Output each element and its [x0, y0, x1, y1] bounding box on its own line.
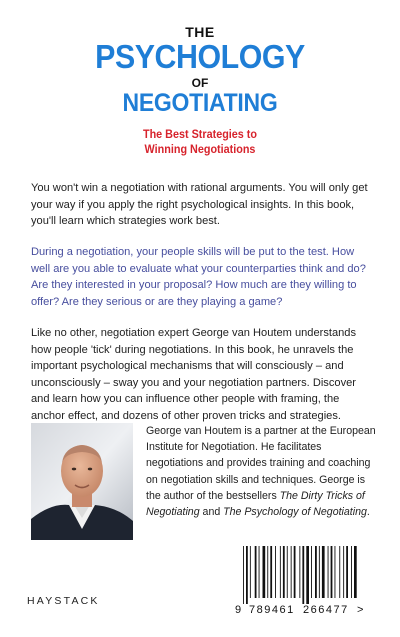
author-bio: [146, 423, 376, 520]
barcode-bar: [311, 546, 312, 598]
barcode-bar: [322, 546, 325, 598]
subtitle-line-2: Winning Negotiations: [144, 142, 256, 156]
bio-text: George van Houtem is a partner at the European Institute for Negotiation. He facilitates negotiations and provides training and coaching on negotiation skills and techniques. George is the author of the bestsellers: [146, 425, 376, 502]
barcode-bar: [315, 546, 317, 598]
subtitle: [20, 127, 380, 157]
barcode-bar: [250, 546, 251, 598]
subtitle-line-1: The Best Strategies to: [142, 127, 258, 141]
barcode-bar: [259, 546, 260, 598]
barcode-bar: [294, 546, 296, 598]
isbn-group-2: 266477: [303, 604, 349, 616]
barcode-bar: [328, 546, 329, 598]
bio-book-1: The Dirty Tricks of Negotiating: [146, 489, 365, 519]
barcode-bar: [306, 546, 309, 604]
barcode-bar: [335, 546, 336, 598]
barcode-bar: [255, 546, 257, 598]
author-photo: [31, 423, 133, 540]
barcode-bar: [263, 546, 266, 598]
barcode-bar: [351, 546, 352, 598]
title-negotiating: NEGOTIATING: [122, 89, 278, 117]
publisher-logo: HAYSTACK: [27, 595, 100, 607]
title-psychology: PSYCHOLOGY: [95, 38, 305, 75]
barcode-bar: [267, 546, 268, 598]
barcode-bar: [319, 546, 320, 598]
barcode-bar: [280, 546, 281, 598]
isbn-arrow: >: [357, 604, 364, 616]
barcode-bar: [331, 546, 333, 598]
barcode-bar: [270, 546, 272, 598]
author-portrait-icon: [31, 423, 133, 540]
barcode-bar: [343, 546, 344, 598]
blurb-paragraph-3: Like no other, negotiation expert George van Houtem understands how people 'tick' during negotiations. In this book, he unravels the important psychological mechanisms that will consciously – and unconsciously – sway you and your negotiation partners. Discover and learn how you can influence other people with framing, the anchor effect, and dozens of other proven tricks and strategies.: [31, 327, 357, 422]
bio-connector: and: [199, 506, 224, 519]
barcode-bar: [339, 546, 340, 598]
barcode-bar: [354, 546, 357, 598]
isbn-first-digit: 9: [235, 604, 242, 616]
isbn-barcode: [235, 546, 365, 618]
bio-book-2: The Psychology of Negotiating: [223, 506, 367, 519]
barcode-bar: [302, 546, 304, 604]
barcode-bar: [346, 546, 348, 598]
barcode-bar: [299, 546, 300, 598]
barcode-bars: [235, 546, 365, 604]
isbn-group-1: 789461: [249, 604, 295, 616]
barcode-bar: [243, 546, 244, 604]
title-of: OF: [191, 76, 209, 90]
bio-end: .: [366, 506, 370, 519]
blurb-paragraph-1: You won't win a negotiation with rational arguments. You will only get your way if you apply the right psychological insights. In this book, you'll learn which strategies work best.: [31, 182, 368, 227]
barcode-bar: [275, 546, 276, 598]
barcode-bar: [291, 546, 292, 598]
barcode-bar: [283, 546, 285, 598]
barcode-bar: [246, 546, 248, 604]
title-the: THE: [185, 24, 215, 40]
barcode-bar: [287, 546, 288, 598]
blurb-paragraph-2: During a negotiation, your people skills will be put to the test. How well are you able to evaluate what your counterparties think and do? Are they interested in your proposal? How much are they willing to offer? Are they serious or are they playing a game?: [31, 246, 366, 308]
